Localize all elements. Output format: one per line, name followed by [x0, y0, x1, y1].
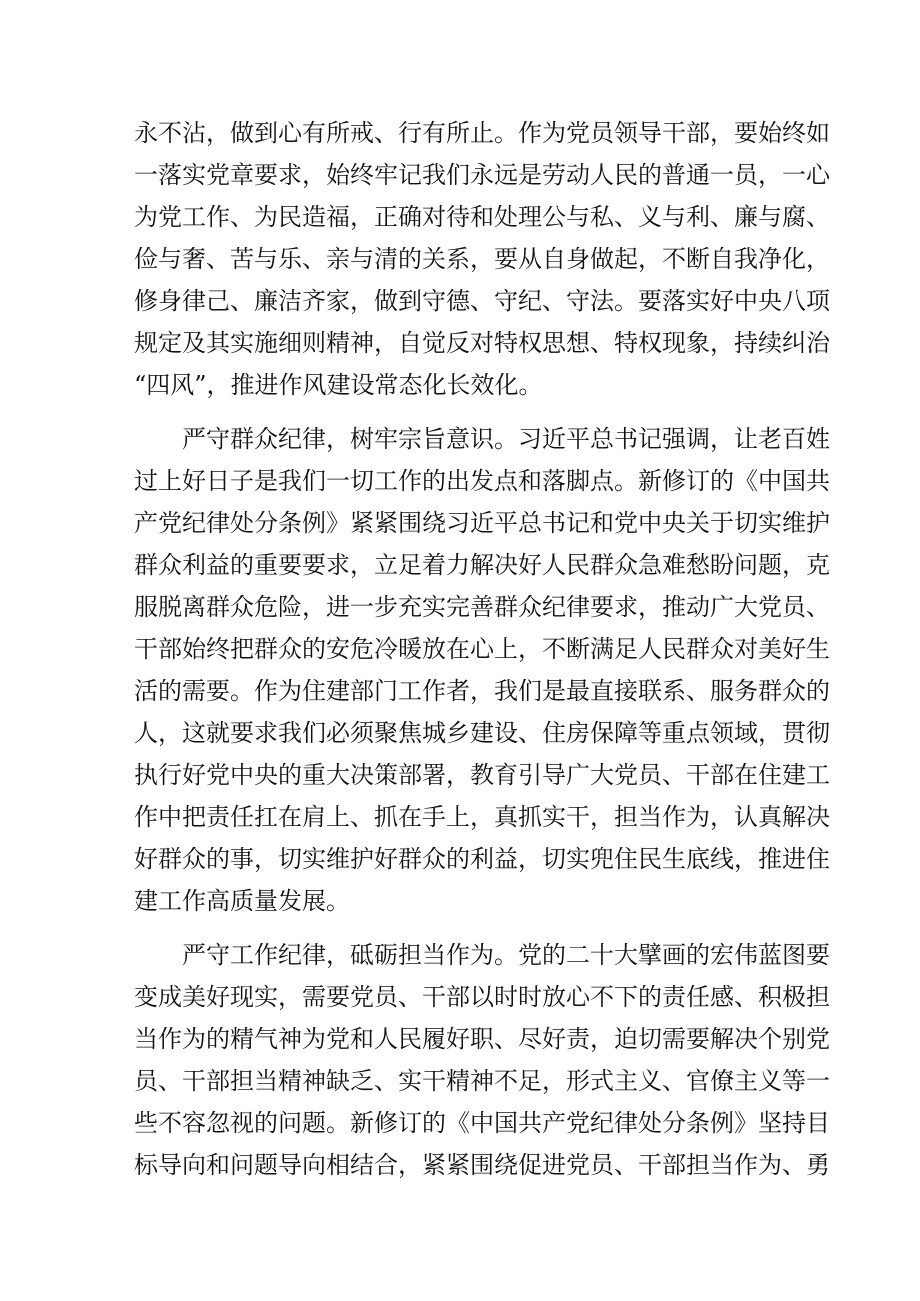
text-line: 好群众的事，切实维护好群众的利益，切实兜住民生底线，推进住 [134, 845, 830, 873]
text-line: 永不沾，做到心有所戒、行有所止。作为党员领导干部，要始终如 [134, 119, 830, 147]
text-line: 产党纪律处分条例》紧紧围绕习近平总书记和党中央关于切实维护 [134, 509, 830, 537]
text-line: 修身律己、廉洁齐家，做到守德、守纪、守法。要落实好中央八项 [134, 287, 830, 315]
text-line: 执行好党中央的重大决策部署，教育引导广大党员、干部在住建工 [134, 761, 830, 789]
text-line: 干部始终把群众的安危冷暖放在心上，不断满足人民群众对美好生 [134, 635, 830, 663]
text-line: 群众利益的重要要求，立足着力解决好人民群众急难愁盼问题，克 [134, 551, 830, 579]
text-line: “四风”，推进作风建设常态化长效化。 [134, 371, 543, 399]
text-line: 员、干部担当精神缺乏、实干精神不足，形式主义、官僚主义等一 [134, 1067, 830, 1095]
text-line: 作中把责任扛在肩上、抓在手上，真抓实干，担当作为，认真解决 [134, 803, 830, 831]
text-line: 些不容忽视的问题。新修订的《中国共产党纪律处分条例》坚持目 [134, 1109, 830, 1137]
text-line: 当作为的精气神为党和人民履好职、尽好责，迫切需要解决个别党 [134, 1025, 830, 1053]
text-line: 建工作高质量发展。 [134, 887, 350, 915]
text-line: 服脱离群众危险，进一步充实完善群众纪律要求，推动广大党员、 [134, 593, 830, 621]
text-line: 为党工作、为民造福，正确对待和处理公与私、义与利、廉与腐、 [134, 203, 830, 231]
text-line: 活的需要。作为住建部门工作者，我们是最直接联系、服务群众的 [134, 677, 830, 705]
text-line: 规定及其实施细则精神，自觉反对特权思想、特权现象，持续纠治 [134, 329, 830, 357]
paragraph-first-line: 严守工作纪律，砥砺担当作为。党的二十大擘画的宏伟蓝图要 [182, 941, 830, 969]
text-line: 一落实党章要求，始终牢记我们永远是劳动人民的普通一员，一心 [134, 161, 830, 189]
text-line: 标导向和问题导向相结合，紧紧围绕促进党员、干部担当作为、勇 [134, 1151, 830, 1179]
text-line: 变成美好现实，需要党员、干部以时时放心不下的责任感、积极担 [134, 983, 830, 1011]
paragraph-first-line: 严守群众纪律，树牢宗旨意识。习近平总书记强调，让老百姓 [182, 425, 830, 453]
text-line: 俭与奢、苦与乐、亲与清的关系，要从自身做起，不断自我净化， [134, 245, 830, 273]
text-line: 过上好日子是我们一切工作的出发点和落脚点。新修订的《中国共 [134, 467, 830, 495]
text-line: 人，这就要求我们必须聚焦城乡建设、住房保障等重点领域，贯彻 [134, 719, 830, 747]
